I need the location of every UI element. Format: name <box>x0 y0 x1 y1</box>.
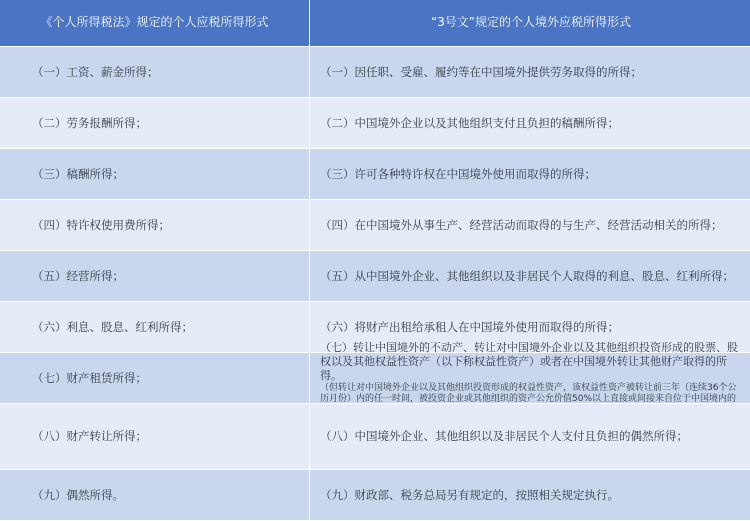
row-3-left: （三）稿酬所得； <box>0 149 310 200</box>
row-6-left: （六）利息、股息、红利所得； <box>0 302 310 353</box>
row-9-right: （九）财政部、税务总局另有规定的，按照相关规定执行。 <box>310 470 750 521</box>
header-left: 《个人所得税法》规定的个人应税所得形式 <box>0 0 310 47</box>
header-right: “3号文”规定的个人境外应税所得形式 <box>310 0 750 47</box>
row-3-right: （三）许可各种特许权在中国境外使用而取得的所得； <box>310 149 750 200</box>
row-8-right: （八）中国境外企业、其他组织以及非居民个人支付且负担的偶然所得； <box>310 404 750 470</box>
row-6-right: （六）将财产出租给承租人在中国境外使用而取得的所得； <box>310 302 750 353</box>
row-7-left: （七）财产租赁所得； <box>0 353 310 404</box>
row-4-left: （四）特许权使用费所得； <box>0 200 310 251</box>
row-5-left: （五）经营所得； <box>0 251 310 302</box>
row-7-right-main: （七）转让中国境外的不动产、转让对中国境外企业以及其他组织投资形成的股票、股权以及其他权益性资产（以下称权益性资产）或者在中国境外转让其他财产取得的所得。 <box>320 340 738 382</box>
row-4-right: （四）在中国境外从事生产、经营活动而取得的与生产、经营活动相关的所得； <box>310 200 750 251</box>
row-9-left: （九）偶然所得。 <box>0 470 310 521</box>
row-1-right: （一）因任职、受雇、履约等在中国境外提供劳务取得的所得； <box>310 47 750 98</box>
row-1-left: （一）工资、薪金所得； <box>0 47 310 98</box>
row-7-right <box>310 340 750 404</box>
row-2-left: （二）劳务报酬所得； <box>0 98 310 149</box>
row-7-right-note: （但转让对中国境外企业以及其他组织投资形成的权益性资产，该权益性资产被转让前三年（连续36个公历月份）内的任一时间，被投资企业或其他组织的资产公允价值50%以上直接或间接来自位于中国境内的 <box>320 382 737 404</box>
row-2-right: （二）中国境外企业以及其他组织支付且负担的稿酬所得； <box>310 98 750 149</box>
row-5-right: （五）从中国境外企业、其他组织以及非居民个人取得的利息、股息、红利所得； <box>310 251 750 302</box>
row-8-left: （八）财产转让所得； <box>0 404 310 470</box>
